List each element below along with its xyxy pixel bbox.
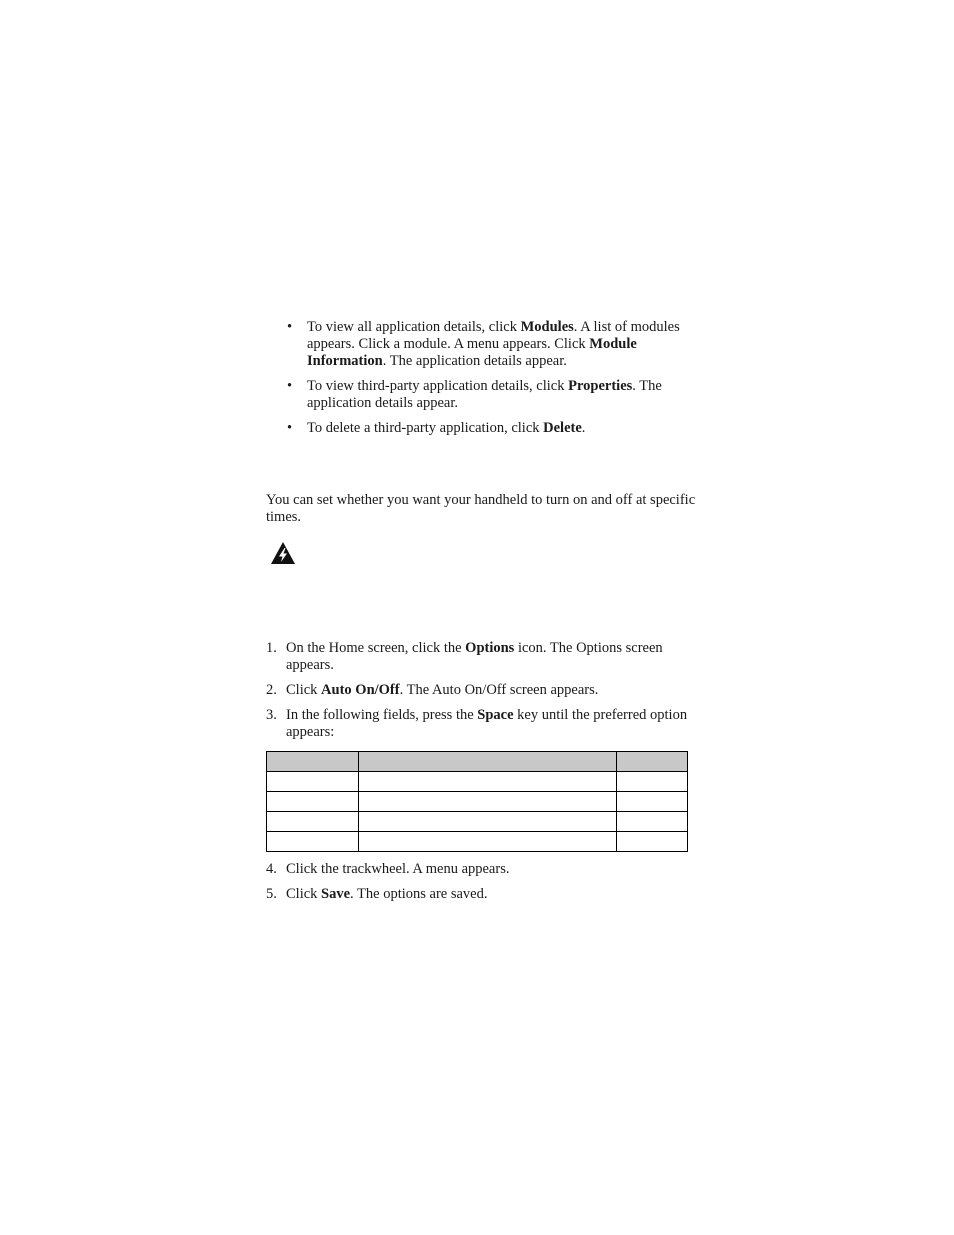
- table-cell: [358, 812, 616, 832]
- modules-term: Modules: [520, 319, 574, 335]
- fields-table: [266, 751, 688, 852]
- step-number: 2.: [266, 682, 277, 698]
- table-header-cell: [617, 752, 688, 772]
- step-number: 4.: [266, 861, 277, 877]
- properties-term: Properties: [568, 378, 633, 394]
- table-cell: [617, 792, 688, 812]
- list-item: 5. Click Save. The options are saved.: [266, 886, 488, 902]
- table-cell: [358, 772, 616, 792]
- application-details-list: [266, 319, 696, 445]
- table-cell: [267, 812, 359, 832]
- procedure-steps-continued: [266, 861, 696, 911]
- bullet-glyph: •: [287, 378, 293, 394]
- table-cell: [358, 832, 616, 852]
- table-row: [267, 812, 688, 832]
- table-row: [267, 772, 688, 792]
- space-key-term: Space: [477, 707, 514, 723]
- step-number: 1.: [266, 640, 277, 656]
- step-number: 5.: [266, 886, 277, 902]
- table-header-row: [267, 752, 688, 772]
- table-cell: [358, 792, 616, 812]
- save-term: Save: [321, 886, 351, 902]
- module-information-term: Module Information: [307, 336, 637, 369]
- options-term: Options: [465, 640, 515, 656]
- table-cell: [617, 772, 688, 792]
- table-cell: [617, 812, 688, 832]
- table-cell: [267, 832, 359, 852]
- step-number: 3.: [266, 707, 277, 723]
- table-cell: [617, 832, 688, 852]
- auto-on-off-term: Auto On/Off: [321, 682, 400, 698]
- auto-on-off-intro: You can set whether you want your handheld to turn on and off at specific times.: [266, 492, 696, 525]
- table-header-cell: [267, 752, 359, 772]
- table-row: [267, 792, 688, 812]
- table-row: [267, 832, 688, 852]
- procedure-steps: [266, 640, 696, 749]
- table-cell: [267, 792, 359, 812]
- list-item: • To view all application details, click Modules. A list of modules appears. Click a module. A menu appears. Click Module Information. The application details appear.: [287, 319, 680, 369]
- list-item: 1. On the Home screen, click the Options icon. The Options screen appears.: [266, 640, 663, 673]
- delete-term: Delete: [543, 420, 582, 436]
- list-item: 2. Click Auto On/Off. The Auto On/Off screen appears.: [266, 682, 599, 698]
- table-cell: [267, 772, 359, 792]
- table-header-cell: [358, 752, 616, 772]
- list-item: • To delete a third-party application, click Delete.: [287, 420, 586, 436]
- list-item: 4. Click the trackwheel. A menu appears.: [266, 861, 510, 877]
- lightning-warning-icon: [270, 541, 296, 565]
- list-item: 3. In the following fields, press the Space key until the preferred option appears:: [266, 707, 688, 740]
- bullet-glyph: •: [287, 319, 293, 335]
- bullet-glyph: •: [287, 420, 293, 436]
- list-item: • To view third-party application details, click Properties. The application details appear.: [287, 378, 662, 411]
